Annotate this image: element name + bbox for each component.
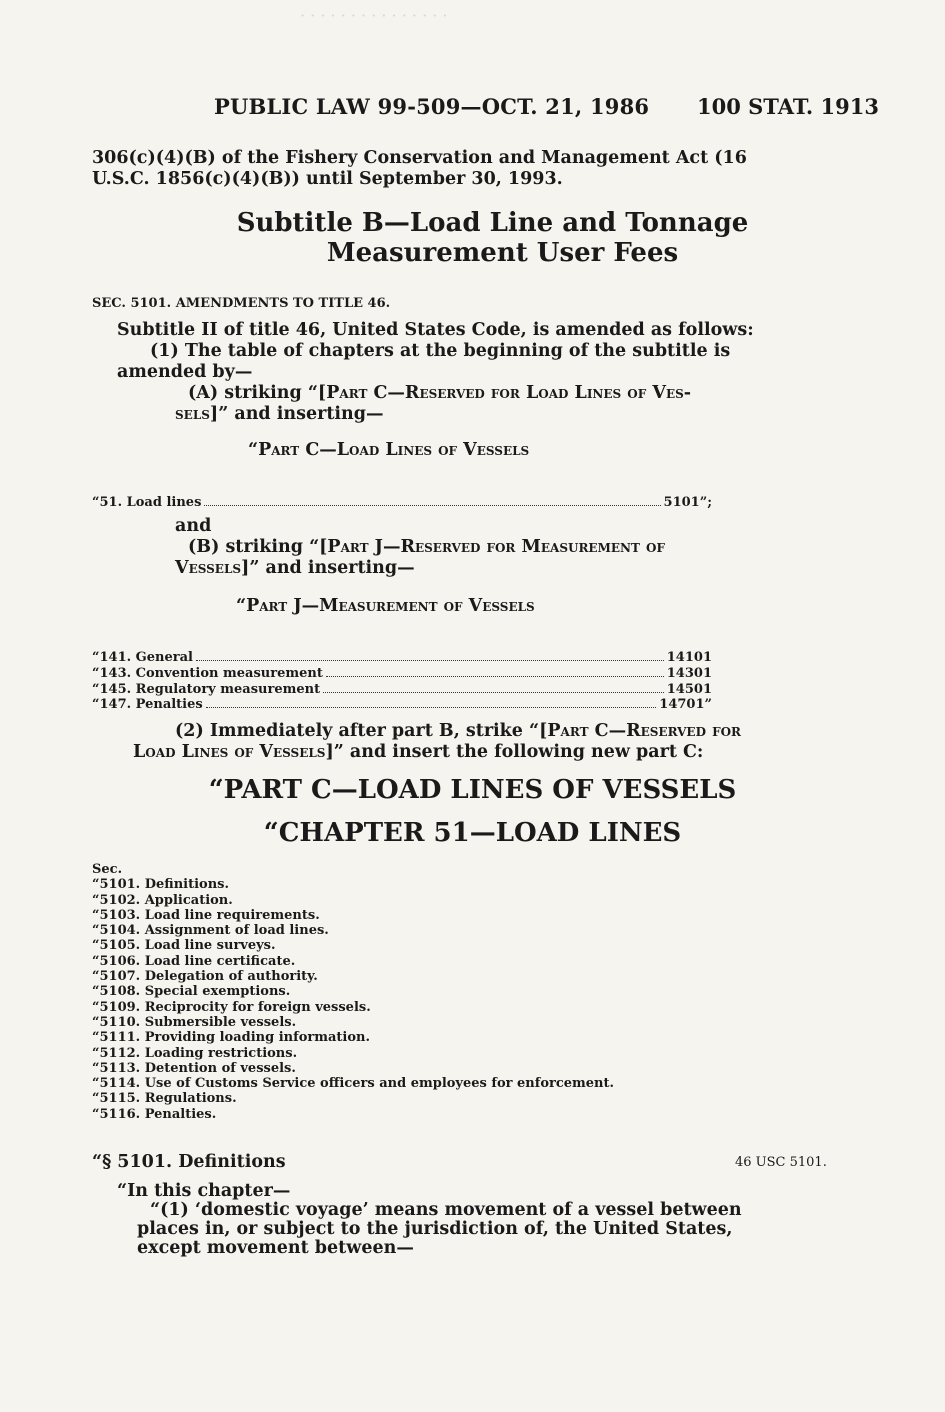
toc-section-number: 14701”	[659, 697, 712, 713]
list-item: “5113. Detention of vessels.	[92, 1060, 296, 1076]
subtitle-line-1: Subtitle B—Load Line and Tonnage	[236, 208, 749, 238]
section-para-3b	[175, 404, 384, 425]
toc-label: “51. Load lines	[92, 495, 202, 510]
part-c-table-heading: “Part C—Load Lines of Vessels	[248, 440, 530, 460]
dot-leader	[204, 505, 660, 506]
list-item: “5101. Definitions.	[92, 877, 230, 893]
dot-leader	[206, 707, 657, 708]
part-c-title: “PART C—LOAD LINES OF VESSELS	[208, 775, 737, 805]
list-item: “5111. Providing loading information.	[92, 1030, 370, 1046]
toc-label: “147. Penalties	[92, 697, 203, 713]
list-item: “5115. Regulations.	[92, 1091, 237, 1107]
toc-label: “145. Regulatory measurement	[92, 681, 321, 697]
text-run: (B) striking “[	[188, 537, 328, 557]
table-row	[92, 495, 712, 511]
text-run-small-caps: Part J—Reserved for Measurement of	[327, 537, 665, 557]
list-item: “5105. Load line surveys.	[92, 938, 276, 954]
subtitle-line-2: Measurement User Fees	[326, 238, 679, 268]
running-header-left: PUBLIC LAW 99-509—OCT. 21, 1986	[214, 94, 650, 119]
section-para-2a: (1) The table of chapters at the beginning of the subtitle is	[150, 341, 731, 361]
list-item: “5108. Special exemptions.	[92, 984, 291, 1000]
text-run: (A) striking “[	[188, 383, 327, 403]
text-run: (2) Immediately after part B, strike “[	[175, 721, 548, 741]
section-para-2b: amended by—	[117, 362, 253, 382]
list-item: “5103. Load line requirements.	[92, 907, 320, 923]
text-run-small-caps: sels	[175, 404, 210, 424]
bleed-through-text: · · · · · · · · · · · · · · ·	[300, 6, 448, 25]
text-run: ]” and insert the following new part C:	[325, 742, 704, 762]
list-item: “5104. Assignment of load lines.	[92, 923, 329, 939]
toc-label: “141. General	[92, 650, 193, 665]
list-item: “5109. Reciprocity for foreign vessels.	[92, 999, 371, 1015]
section-para-4a	[188, 537, 665, 558]
chapter-table-part-c	[92, 495, 712, 511]
part-j-table-heading: “Part J—Measurement of Vessels	[236, 596, 535, 616]
section-para-5a	[175, 721, 741, 742]
and-connector: and	[175, 516, 212, 536]
intro-line-2: U.S.C. 1856(c)(4)(B)) until September 30, 1993.	[92, 169, 563, 189]
table-row	[92, 697, 712, 713]
text-run: ]” and inserting—	[209, 404, 384, 424]
toc-label: “143. Convention measurement	[92, 665, 323, 681]
list-item: “5107. Delegation of authority.	[92, 969, 318, 985]
intro-line-1: 306(c)(4)(B) of the Fishery Conservation and Management Act (16	[92, 148, 747, 168]
text-run-small-caps: Load Lines of Vessels	[133, 742, 326, 762]
text-run-small-caps: Vessels	[175, 558, 242, 578]
definitions-line-1: “In this chapter—	[117, 1181, 291, 1201]
subtitle-heading	[0, 208, 945, 268]
list-item: “5116. Penalties.	[92, 1106, 217, 1122]
list-item: “5102. Application.	[92, 892, 233, 908]
section-heading: SEC. 5101. AMENDMENTS TO TITLE 46.	[92, 296, 391, 311]
text-run: ]” and inserting—	[241, 558, 415, 578]
table-row	[92, 666, 712, 682]
section-para-1: Subtitle II of title 46, United States Code, is amended as follows:	[117, 320, 754, 340]
chapter-section-list	[92, 862, 614, 1122]
toc-section-number: 14301	[666, 665, 712, 681]
list-item: “5106. Load line certificate.	[92, 953, 296, 969]
definitions-line-4: except movement between—	[137, 1238, 414, 1258]
toc-section-number: 14101	[666, 650, 712, 665]
toc-section-number: 14501	[666, 681, 712, 697]
section-para-5b	[133, 742, 703, 763]
dot-leader	[326, 676, 664, 677]
section-para-3a	[188, 383, 691, 404]
text-run-small-caps: Part C—Reserved for Load Lines of Ves-	[326, 383, 692, 403]
definitions-line-3: places in, or subject to the jurisdiction of, the United States,	[137, 1219, 733, 1239]
list-item: “5110. Submersible vessels.	[92, 1014, 297, 1030]
chapter-51-title: “CHAPTER 51—LOAD LINES	[263, 818, 682, 848]
running-header-right: 100 STAT. 1913	[697, 94, 879, 119]
toc-section-number: 5101”;	[663, 495, 712, 510]
list-item: “5112. Loading restrictions.	[92, 1045, 298, 1061]
chapter-table-part-j	[92, 650, 712, 713]
table-row	[92, 682, 712, 698]
table-row	[92, 650, 712, 666]
dot-leader	[196, 660, 664, 661]
definitions-section-heading: “§ 5101. Definitions	[92, 1152, 286, 1172]
section-para-4b	[175, 558, 415, 579]
list-item: “5114. Use of Customs Service officers and employees for enforcement.	[92, 1076, 615, 1092]
text-run-small-caps: Part C—Reserved for	[547, 721, 742, 741]
dot-leader	[323, 692, 664, 693]
definitions-line-2: “(1) ‘domestic voyage’ means movement of a vessel between	[150, 1200, 742, 1220]
margin-citation: 46 USC 5101.	[735, 1155, 827, 1170]
section-list-head: Sec.	[92, 862, 123, 877]
